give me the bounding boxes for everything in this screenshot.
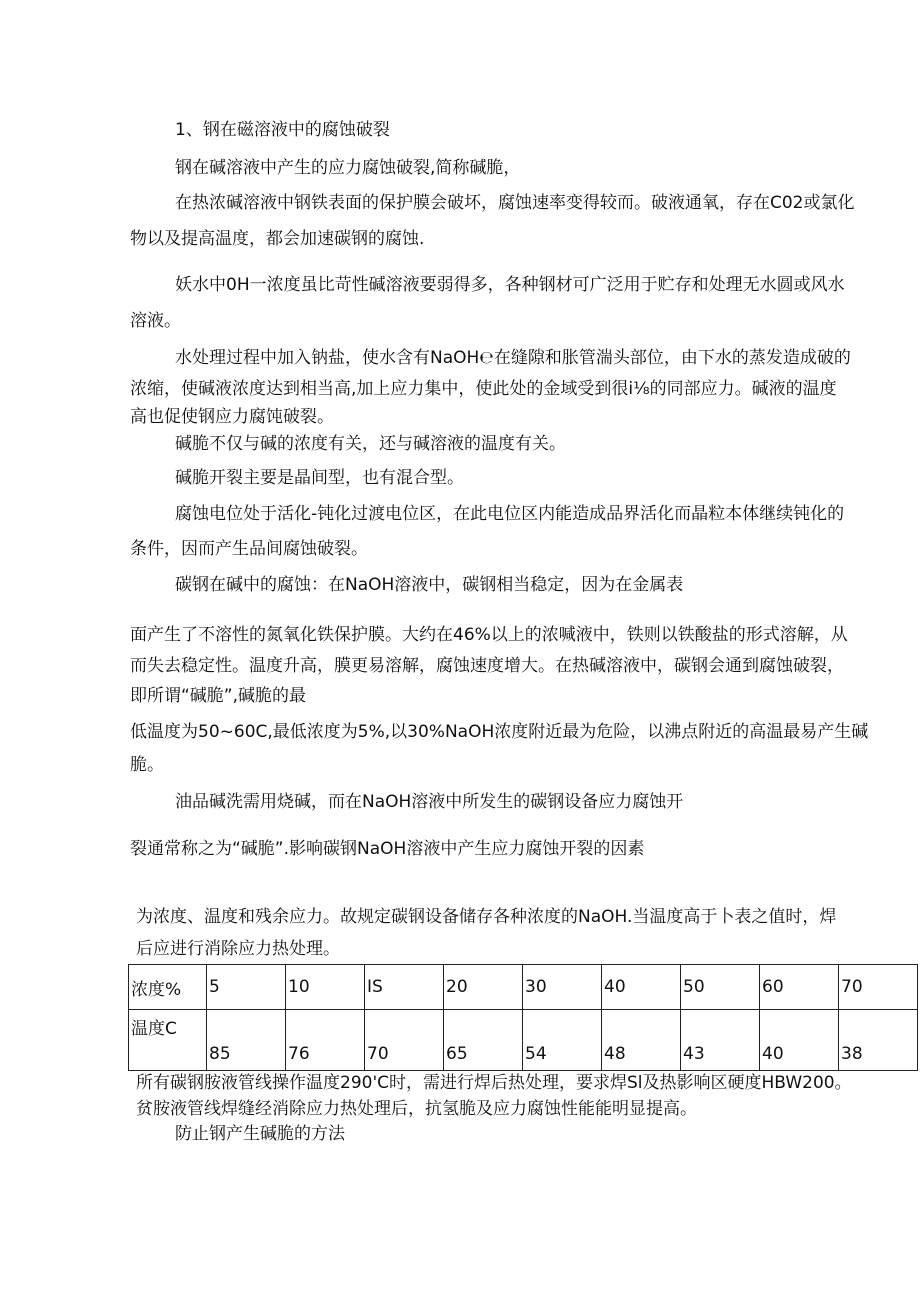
table-cell: 10	[286, 965, 365, 1010]
table-cell: 70	[839, 965, 918, 1010]
table-cell: 40	[760, 1010, 839, 1071]
table-row-concentration	[129, 965, 918, 1010]
paragraph-3-line-1: 妖水中0H一浓度虽比苛性碱溶液要弱得多，各种钢材可广泛用于贮存和处理无水圆或风水	[175, 275, 845, 295]
paragraph-11: 油品碱洗需用烧碱，而在NaOH溶液中所发生的碳钢设备应力腐蚀开	[175, 792, 684, 812]
table-cell: 38	[839, 1010, 918, 1071]
paragraph-5: 碱脆不仅与碱的浓度有关，还与碱溶液的温度有关。	[175, 434, 566, 454]
table-cell: 40	[602, 965, 681, 1010]
paragraph-15: 防止钢产生碱脆的方法	[175, 1124, 345, 1144]
table-cell: 温度C	[129, 1010, 207, 1071]
table-cell: 60	[760, 965, 839, 1010]
table-cell: 43	[681, 1010, 760, 1071]
table-cell: 50	[681, 965, 760, 1010]
paragraph-6: 碱脆开裂主要是晶间型，也有混合型。	[175, 468, 464, 488]
paragraph-14-line-1: 所有碳钢胺液管线操作温度290'C时，需进行焊后热处理，要求焊Sl及热影响区硬度HBW200。	[136, 1073, 852, 1093]
table-cell: 54	[523, 1010, 602, 1071]
table-cell: 48	[602, 1010, 681, 1071]
table-cell: 浓度%	[129, 965, 207, 1010]
paragraph-2-line-1: 在热浓碱溶液中钢铁表面的保护膜会破坏，腐蚀速率变得较而。破液通氧，存在C02或氯化	[175, 193, 855, 213]
paragraph-4-line-1: 水处理过程中加入钠盐，使水含有NaOH℮在缝隙和胀管湍头部位，由下水的蒸发造成破的	[175, 348, 851, 368]
paragraph-7-line-2: 条件，因而产生品间腐蚀破裂。	[130, 539, 368, 559]
paragraph-3-line-2: 溶液。	[130, 311, 181, 331]
paragraph-9-line-3: 即所谓“碱脆”,碱脆的最	[130, 686, 307, 706]
paragraph-4-line-2: 浓缩，使碱液浓度达到相当高,加上应力集中，使此处的金域受到很i⅛的同部应力。碱液的温度	[130, 379, 837, 399]
paragraph-8: 碳钢在碱中的腐蚀：在NaOH溶液中，碳钢相当稳定，因为在金属表	[175, 575, 684, 595]
naoh-temperature-table	[128, 964, 918, 1071]
table-cell: 76	[286, 1010, 365, 1071]
table-cell: IS	[365, 965, 444, 1010]
paragraph-4-line-3: 高也促使钢应力腐饨破裂。	[130, 407, 334, 427]
paragraph-14-line-2: 贫胺液管线焊缝经消除应力热处理后，抗氢脆及应力腐蚀性能能明显提高。	[136, 1099, 697, 1119]
paragraph-13-line-2: 后应进行消除应力热处理。	[136, 939, 340, 959]
table-cell: 65	[444, 1010, 523, 1071]
paragraph-12: 裂通常称之为“碱脆”.影响碳钢NaOH溶液中产生应力腐蚀开裂的因素	[130, 839, 645, 859]
table-cell: 70	[365, 1010, 444, 1071]
table-cell: 30	[523, 965, 602, 1010]
paragraph-9-line-2: 而失去稳定性。温度升高，膜更易溶解，腐蚀速度增大。在热碱溶液中，碳钢会通到腐蚀破裂，	[130, 656, 844, 676]
table-row-temperature	[129, 1010, 918, 1071]
paragraph-9-line-1: 面产生了不溶性的氮氧化铁保护膜。大约在46%以上的浓喊液中，铁则以铁酸盐的形式溶解，从	[130, 625, 848, 645]
table-cell: 85	[207, 1010, 286, 1071]
paragraph-7-line-1: 腐蚀电位处于活化-钝化过渡电位区，在此电位区内能造成品界活化而晶粒本体继续钝化的	[175, 504, 845, 524]
table-cell: 20	[444, 965, 523, 1010]
table-cell: 5	[207, 965, 286, 1010]
paragraph-10-line-1: 低温度为50~60C,最低浓度为5%,以30%NaOH浓度附近最为危险，以沸点附近的高温最易产生碱	[130, 722, 869, 742]
paragraph-13-line-1: 为浓度、温度和残余应力。故规定碳钢设备储存各种浓度的NaOH.当温度高于卜表之值时，焊	[136, 907, 837, 927]
paragraph-10-line-2: 脆。	[130, 755, 164, 775]
section-heading: 1、钢在磁溶液中的腐蚀破裂	[175, 120, 390, 140]
paragraph-1: 钢在碱溶液中产生的应力腐蚀破裂,简称碱脆，	[175, 158, 521, 178]
paragraph-2-line-2: 物以及提高温度，都会加速碳钢的腐蚀.	[130, 229, 425, 249]
